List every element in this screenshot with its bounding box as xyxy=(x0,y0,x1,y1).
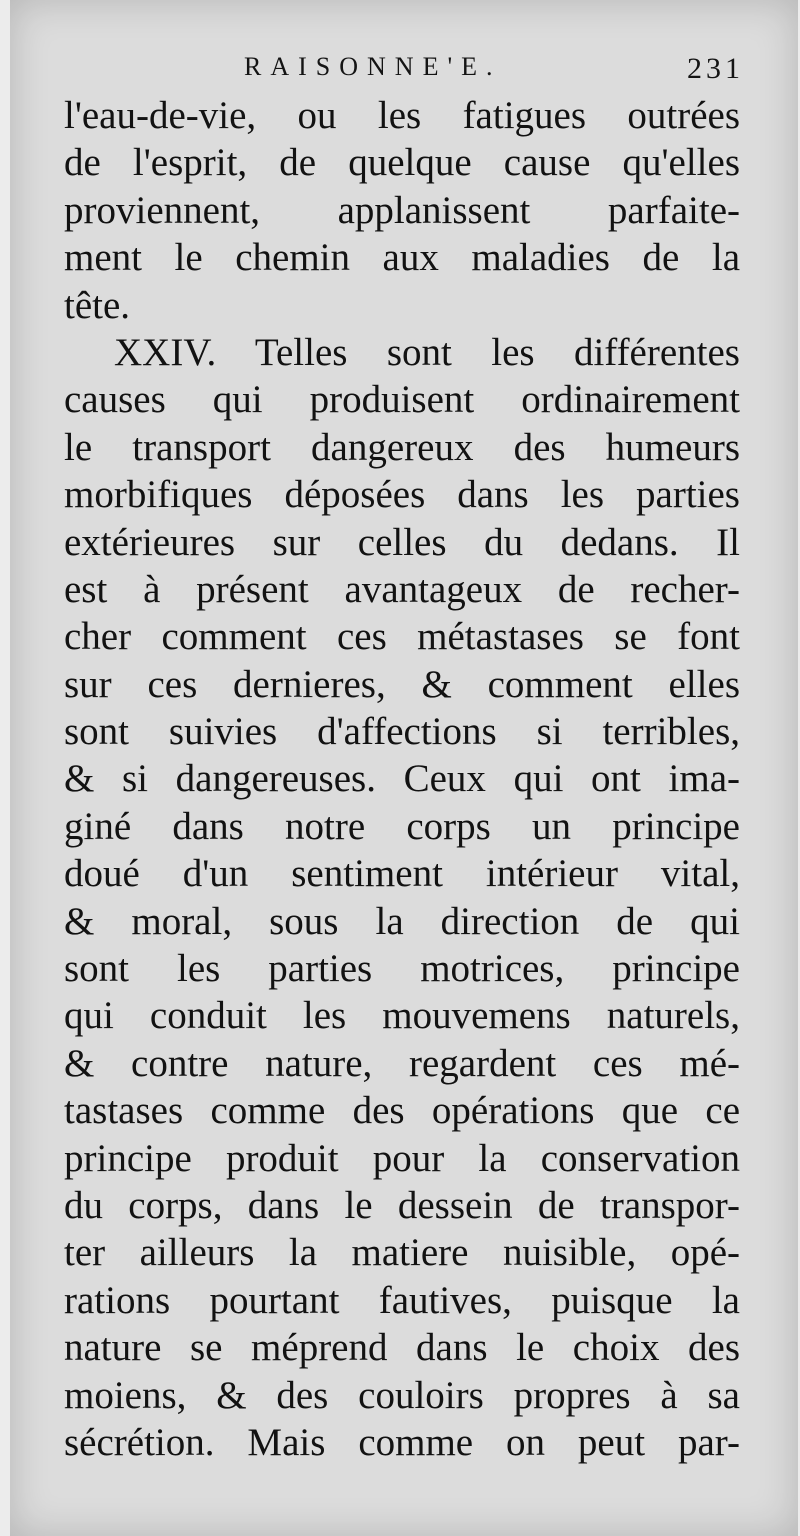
text-line: tastases comme des opérations que ce xyxy=(64,1089,740,1133)
text-line: proviennent, applanissent parfaite- xyxy=(64,188,740,232)
paragraph-start-line: XXIV. Telles sont les différentes xyxy=(114,330,740,374)
page-number: 231 xyxy=(687,52,744,85)
text-line: causes qui produisent ordinairement xyxy=(64,378,740,422)
text-line: rations pourtant fautives, puisque la xyxy=(64,1278,740,1322)
text-line: & contre nature, regardent ces mé- xyxy=(64,1041,740,1085)
text-line: morbifiques déposées dans les parties xyxy=(64,473,740,517)
text-line: sur ces dernieres, & comment elles xyxy=(64,662,740,706)
text-line: sont les parties motrices, principe xyxy=(64,947,740,991)
text-line: moiens, & des couloirs propres à sa xyxy=(64,1373,740,1417)
text-line: nature se méprend dans le choix des xyxy=(64,1326,740,1370)
text-line: qui conduit les mouvemens naturels, xyxy=(64,994,740,1038)
text-line: ter ailleurs la matiere nuisible, opé- xyxy=(64,1231,740,1275)
text-line: de l'esprit, de quelque cause qu'elles xyxy=(64,141,740,185)
page-header xyxy=(10,52,798,92)
book-page xyxy=(10,0,798,1536)
text-line: l'eau-de-vie, ou les fatigues outrées xyxy=(64,94,740,137)
text-line: le transport dangereux des humeurs xyxy=(64,425,740,469)
text-line: giné dans notre corps un principe xyxy=(64,804,740,848)
text-line: & moral, sous la direction de qui xyxy=(64,899,740,943)
text-line: sont suivies d'affections si terribles, xyxy=(64,710,740,754)
text-line: du corps, dans le dessein de transpor- xyxy=(64,1183,740,1227)
text-line: cher comment ces métastases se font xyxy=(64,615,740,659)
text-line: extérieures sur celles du dedans. Il xyxy=(64,520,740,564)
text-line: tête. xyxy=(64,283,131,327)
text-line: est à présent avantageux de recher- xyxy=(64,567,740,611)
running-head: RAISONNE'E. xyxy=(244,52,502,81)
text-line: principe produit pour la conservation xyxy=(64,1136,740,1180)
text-line: sécrétion. Mais comme on peut par- xyxy=(64,1420,740,1464)
text-line: ment le chemin aux maladies de la xyxy=(64,236,740,280)
body-text xyxy=(64,92,740,1466)
text-line: doué d'un sentiment intérieur vital, xyxy=(64,852,740,896)
text-line: & si dangereuses. Ceux qui ont ima- xyxy=(64,757,740,801)
